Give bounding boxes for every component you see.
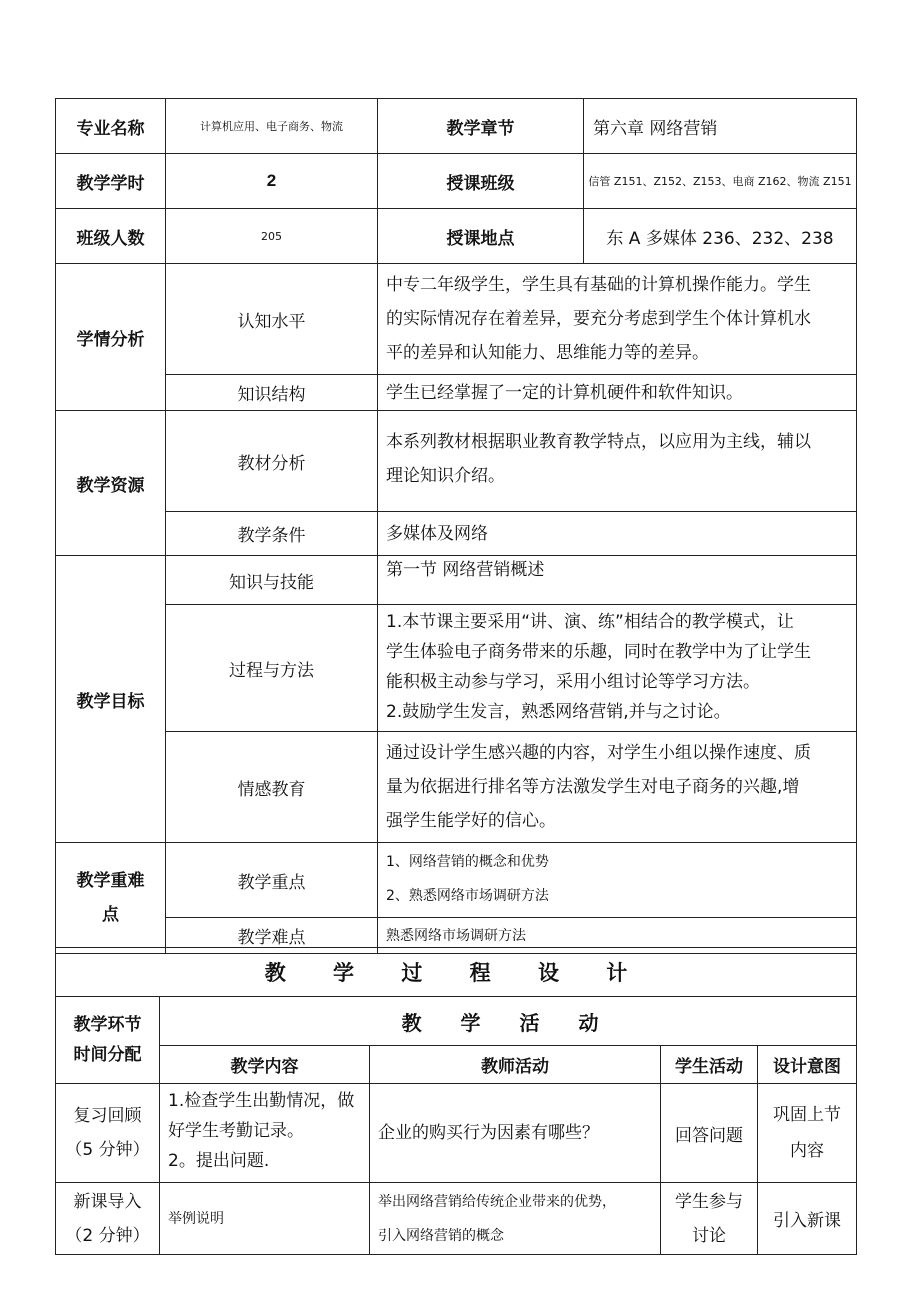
emotion-line: 通过设计学生感兴趣的内容，对学生小组以操作速度、质 xyxy=(386,743,811,763)
keypoints-label-line: 点 xyxy=(102,905,119,925)
process-line: 能积极主动参与学习，采用小组讨论等学习方法。 xyxy=(386,672,760,692)
analysis-table xyxy=(55,263,857,954)
cognitive-line: 的实际情况存在着差异，要充分考虑到学生个体计算机水 xyxy=(386,309,811,329)
emotion-text xyxy=(378,732,857,843)
student-line: 学生参与 xyxy=(675,1191,743,1212)
count-label: 班级人数 xyxy=(56,209,166,264)
stage-cell xyxy=(56,1084,160,1183)
chapter-label: 教学章节 xyxy=(378,99,584,154)
count-value: 205 xyxy=(166,209,378,264)
content-cell xyxy=(160,1084,370,1183)
major-value: 计算机应用、电子商务、物流 xyxy=(166,99,378,154)
key-line: 1、网络营销的概念和优势 xyxy=(386,854,549,870)
key-line: 2、熟悉网络市场调研方法 xyxy=(386,888,549,904)
stage-header-line: 时间分配 xyxy=(73,1045,142,1065)
emotion-label: 情感教育 xyxy=(166,732,378,843)
stage-header xyxy=(56,997,160,1084)
chapter-value: 第六章 网络营销 xyxy=(584,99,857,154)
goals-label: 教学目标 xyxy=(56,556,166,843)
place-value: 东 A 多媒体 236、232、238 xyxy=(584,209,857,264)
teacher-line: 举出网络营销给传统企业带来的优势， xyxy=(378,1193,616,1210)
table-row xyxy=(56,1084,857,1183)
stage-line: （2 分钟） xyxy=(65,1225,150,1246)
textbook-line: 本系列教材根据职业教育教学特点，以应用为主线，辅以 xyxy=(386,432,811,452)
content-cell: 举例说明 xyxy=(160,1183,370,1255)
textbook-text xyxy=(378,411,857,512)
student-cell: 回答问题 xyxy=(661,1084,758,1183)
teacher-cell xyxy=(370,1183,661,1255)
condition-label: 教学条件 xyxy=(166,512,378,556)
place-label: 授课地点 xyxy=(378,209,584,264)
knowledge-label: 知识与技能 xyxy=(166,556,378,605)
difficult-label: 教学难点 xyxy=(166,918,378,954)
difficult-text: 熟悉网络市场调研方法 xyxy=(378,918,857,954)
content-line: 好学生考勤记录。 xyxy=(168,1121,304,1141)
key-label: 教学重点 xyxy=(166,843,378,918)
student-cell xyxy=(661,1183,758,1255)
classes-value: 信管 Z151、Z152、Z153、电商 Z162、物流 Z151 xyxy=(584,154,857,209)
cognitive-text xyxy=(378,264,857,375)
cognitive-line: 中专二年级学生，学生具有基础的计算机操作能力。学生 xyxy=(386,275,811,295)
key-text xyxy=(378,843,857,918)
student-line: 讨论 xyxy=(692,1225,726,1246)
table-row xyxy=(56,1183,857,1255)
process-title: 教 学 过 程 设 计 xyxy=(56,948,857,997)
process-line: 学生体验电子商务带来的乐趣，同时在教学中为了让学生 xyxy=(386,642,811,662)
process-label: 过程与方法 xyxy=(166,605,378,732)
hours-label: 教学学时 xyxy=(56,154,166,209)
activity-title: 教 学 活 动 xyxy=(160,997,857,1046)
hours-value: 2 xyxy=(166,154,378,209)
keypoints-label-line: 教学重难 xyxy=(76,871,145,891)
classes-label: 授课班级 xyxy=(378,154,584,209)
intent-line: 内容 xyxy=(790,1141,825,1161)
column-header: 教学内容 xyxy=(160,1046,370,1084)
intent-line: 巩固上节 xyxy=(773,1105,842,1125)
emotion-line: 强学生能学好的信心。 xyxy=(386,811,556,831)
cognitive-line: 平的差异和认知能力、思维能力等的差异。 xyxy=(386,343,709,363)
emotion-line: 量为依据进行排名等方法激发学生对电子商务的兴趣,增 xyxy=(386,777,800,797)
stage-line: （5 分钟） xyxy=(65,1140,150,1160)
major-label: 专业名称 xyxy=(56,99,166,154)
column-header: 设计意图 xyxy=(758,1046,857,1084)
analysis-label: 学情分析 xyxy=(56,264,166,411)
column-header: 教师活动 xyxy=(370,1046,661,1084)
intent-cell: 引入新课 xyxy=(758,1183,857,1255)
content-line: 2。提出问题. xyxy=(168,1151,270,1171)
process-text xyxy=(378,605,857,732)
keypoints-label xyxy=(56,843,166,954)
knowledge-text: 第一节 网络营销概述 xyxy=(378,556,857,605)
stage-line: 新课导入 xyxy=(73,1191,142,1212)
textbook-label: 教材分析 xyxy=(166,411,378,512)
structure-label: 知识结构 xyxy=(166,375,378,411)
stage-line: 复习回顾 xyxy=(73,1106,142,1126)
resources-label: 教学资源 xyxy=(56,411,166,556)
textbook-line: 理论知识介绍。 xyxy=(386,466,505,486)
process-line: 1.本节课主要采用“讲、演、练”相结合的教学模式，让 xyxy=(386,612,794,632)
structure-text: 学生已经掌握了一定的计算机硬件和软件知识。 xyxy=(378,375,857,411)
lesson-info-table xyxy=(55,98,857,264)
intent-cell xyxy=(758,1084,857,1183)
stage-cell xyxy=(56,1183,160,1255)
teacher-cell: 企业的购买行为因素有哪些？ xyxy=(370,1084,661,1183)
process-line: 2.鼓励学生发言，熟悉网络营销,并与之讨论。 xyxy=(386,702,731,722)
teacher-line: 引入网络营销的概念 xyxy=(378,1227,504,1244)
content-line: 1.检查学生出勤情况，做 xyxy=(168,1091,355,1111)
column-header: 学生活动 xyxy=(661,1046,758,1084)
stage-header-line: 教学环节 xyxy=(73,1015,142,1035)
process-table xyxy=(55,947,857,1255)
condition-text: 多媒体及网络 xyxy=(378,512,857,556)
cognitive-label: 认知水平 xyxy=(166,264,378,375)
